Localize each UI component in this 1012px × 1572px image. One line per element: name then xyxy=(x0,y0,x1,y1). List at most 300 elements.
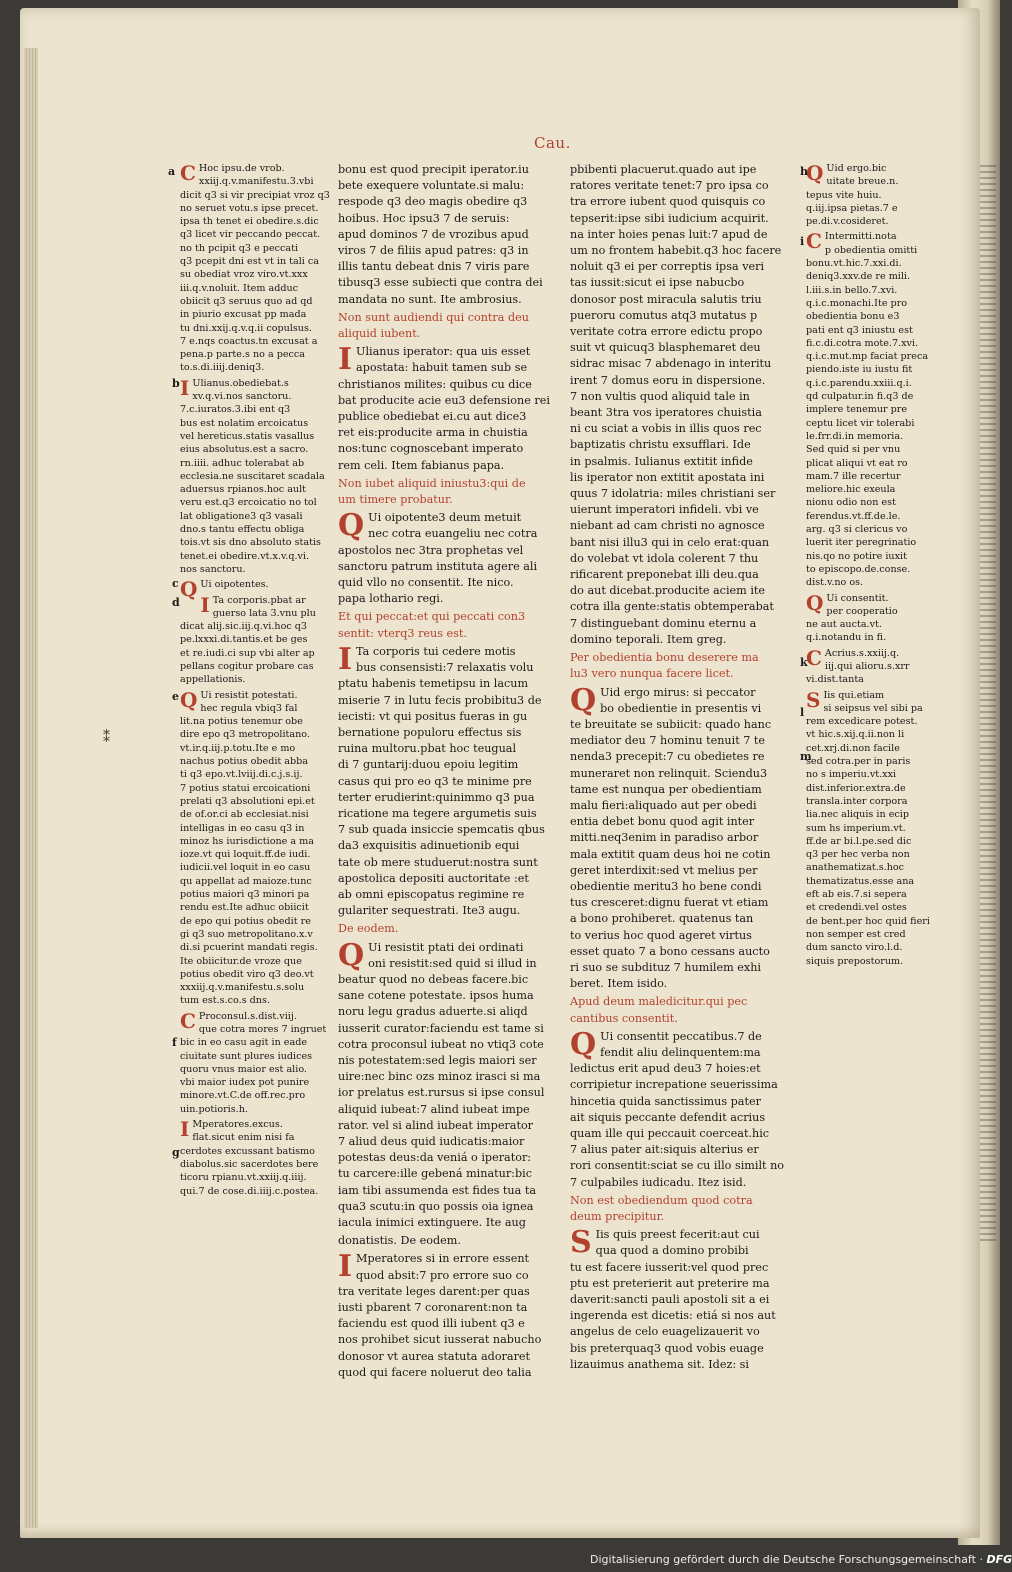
text-line: le.frr.di.in memoria. xyxy=(806,430,904,442)
text-line: dist.v.no os. xyxy=(806,577,864,589)
text-line: Ui resistit potestati. xyxy=(200,689,298,701)
text-line: obiicit q3 seruus quo ad qd xyxy=(180,295,313,307)
text-line: Non est obediendum quod cotra xyxy=(570,1193,753,1207)
text-line: vt hic.s.xij.q.ii.non li xyxy=(806,729,905,741)
text-line: Hoc ipsu.de vrob. xyxy=(198,163,285,174)
text-line: ecclesia.ne suscitaret scadala xyxy=(180,470,325,482)
margin-letter-g: g xyxy=(172,1146,180,1159)
rubricated-initial: C xyxy=(180,161,196,185)
text-line: arg. q3 si clericus vo xyxy=(806,524,908,536)
text-line: ticoru rpianu.vt.xxiij.q.iiij. xyxy=(180,1172,307,1184)
text-paragraph xyxy=(180,162,330,375)
text-line: irent 7 domus eoru in dispersione. xyxy=(570,373,766,387)
text-line: in psalmis. Iulianus extitit infide xyxy=(570,454,753,468)
margin-letter-e: e xyxy=(172,690,179,703)
text-line: pe.lxxxi.di.tantis.et be ges xyxy=(180,634,308,646)
text-line: lu3 vero nunqua facere licet. xyxy=(570,667,734,681)
rubricated-initial: I xyxy=(338,1249,353,1285)
text-line: muneraret non relinquit. Sciendu3 xyxy=(570,766,768,780)
text-line: daverit:sancti pauli apostoli sit a ei xyxy=(570,1293,770,1307)
text-line: Apud deum maledicitur.qui pec xyxy=(570,995,748,1009)
text-line: nos:tunc cognoscebant imperato xyxy=(338,442,524,456)
text-line: rator. vel si alind iubeat imperator xyxy=(338,1118,534,1132)
text-line: Uid ergo.bic xyxy=(826,163,887,174)
text-line: anathematizat.s.hoc xyxy=(806,862,905,874)
text-line: Ui resistit ptati dei ordinati xyxy=(368,940,524,954)
text-line: cotra illa gente:statis obtemperabat xyxy=(570,600,774,614)
rubric-heading xyxy=(570,650,790,682)
text-line: Ta corporis.pbat ar xyxy=(212,594,306,606)
text-line: no th pcipit q3 e peccati xyxy=(180,242,299,254)
rubricated-initial: S xyxy=(570,1225,592,1261)
text-line: rn.iiii. adhuc tolerabat ab xyxy=(180,457,305,469)
text-line: donatistis. De eodem. xyxy=(338,1234,461,1248)
text-line: uierunt imperatori infideli. vbi ve xyxy=(570,503,759,517)
text-paragraph xyxy=(338,162,560,308)
rubricated-initial: I xyxy=(180,1117,190,1142)
text-line: bic in eo casu agit in eade xyxy=(180,1037,308,1049)
text-line: um timere probatur. xyxy=(338,493,453,507)
margin-letter-a: a xyxy=(168,165,176,178)
text-line: potius maiori q3 minori pa xyxy=(180,889,310,901)
text-line: Acrius.s.xxiij.q. xyxy=(824,647,900,659)
text-line: iacula inimici extinguere. Ite aug xyxy=(338,1216,526,1229)
text-paragraph xyxy=(806,229,929,589)
text-line: cantibus consentit. xyxy=(570,1011,678,1025)
text-line: uire:nec binc ozs minoz irasci si ma xyxy=(338,1070,541,1084)
text-line: miserie 7 in lutu fecis probibitu3 de xyxy=(338,693,542,707)
text-line: apostata: habuit tamen sub se xyxy=(356,361,528,375)
text-line: bonu.vt.hic.7.xxi.di. xyxy=(806,258,902,270)
text-line: beatur quod no debeas facere.bic xyxy=(338,972,529,986)
text-line: veru est.q3 ercoicatio no tol xyxy=(180,497,317,509)
text-line: sane cotene potestate. ipsos huma xyxy=(338,989,534,1003)
margin-letter-h: h xyxy=(800,165,808,178)
rubric-heading xyxy=(570,1193,790,1225)
text-line: xv.q.vi.nos sanctoru. xyxy=(192,391,292,403)
text-line: noluit q3 ei per correptis ipsa veri xyxy=(570,260,765,274)
margin-letter-f: f xyxy=(172,1036,177,1049)
text-line: dire epo q3 metropolitano. xyxy=(180,729,310,741)
text-line: ior prelatus est.rursus si ipse consul xyxy=(338,1086,545,1100)
text-line: tu carcere:ille gebená minatur:bic xyxy=(338,1167,532,1181)
text-line: minoz hs iurisdictione a ma xyxy=(180,835,314,847)
text-line: tibusq3 esse subiecti que contra dei xyxy=(338,276,543,290)
text-line: 7 distinguebant dominu eternu a xyxy=(570,616,757,630)
text-line: qui.7 de cose.di.iiij.c.postea. xyxy=(180,1185,319,1197)
rubricated-initial: Q xyxy=(806,161,824,185)
text-line: niebant ad cam christi no agnosce xyxy=(570,519,765,533)
text-line: tus cresceret:dignu fuerat vt etiam xyxy=(570,896,769,910)
text-line: bus est nolatim ercoicatus xyxy=(180,417,309,429)
text-line: oni resistit:sed quid si illud in xyxy=(368,956,537,970)
text-line: rendu est.Ite adhuc obiicit xyxy=(180,902,309,914)
text-line: q3 pcepit dni est vt in tali ca xyxy=(180,256,320,268)
text-paragraph xyxy=(180,1118,330,1198)
text-line: obedientie meritu3 ho bene condi xyxy=(570,879,762,893)
rubricated-initial: S xyxy=(806,687,821,712)
text-line: do volebat vt idola colerent 7 thu xyxy=(570,551,759,565)
text-line: aduersus rpianos.hoc ault xyxy=(180,484,307,496)
text-line: ab omni episcopatus regimine re xyxy=(338,887,525,901)
text-line: de of.or.ci ab ecclesiat.nisi xyxy=(180,809,309,821)
text-line: et credendi.vel ostes xyxy=(806,902,907,914)
text-line: Ui consentit peccatibus.7 de xyxy=(600,1029,762,1043)
text-line: et re.iudi.ci sup vbi alter ap xyxy=(180,647,315,659)
text-line: deniq3.xxv.de re mili. xyxy=(806,271,911,283)
text-paragraph xyxy=(180,377,330,576)
text-line: gulariter sequestrati. Ite3 augu. xyxy=(338,904,521,918)
rubricated-initial: Q xyxy=(806,590,824,615)
text-line: tas iussit:sicut ei ipse nabucbo xyxy=(570,276,745,290)
text-line: su obediat vroz viro.vt.xxx xyxy=(180,269,308,281)
text-line: do aut dicebat.producite aciem ite xyxy=(570,584,766,598)
rubric-heading xyxy=(338,921,560,937)
text-line: Ui oipotentes. xyxy=(200,579,269,591)
text-line: bo obedientie in presentis vi xyxy=(600,701,762,715)
text-line: qua3 scutu:in quo possis oia ignea xyxy=(338,1199,534,1213)
text-paragraph xyxy=(806,592,924,645)
text-line: to.s.di.iiij.deniq3. xyxy=(180,362,265,374)
rubricated-initial: Q xyxy=(180,687,198,712)
text-line: 7.c.iuratos.3.ibi ent q3 xyxy=(180,404,291,416)
text-paragraph xyxy=(570,1026,790,1191)
text-line: ri suo se subdituz 7 humilem exhi xyxy=(570,960,761,974)
text-line: eft ab eis.7.si sepera xyxy=(806,889,907,901)
text-line: De eodem. xyxy=(338,922,399,936)
text-line: bonu est quod precipit iperator.iu xyxy=(338,163,529,176)
text-line: ingerenda est dicetis: etiá si nos aut xyxy=(570,1309,776,1323)
text-line: esset quato 7 a bono cessans aucto xyxy=(570,944,770,958)
text-line: iusserit curator:faciendu est tame si xyxy=(338,1021,544,1035)
text-line: ioze.vt qui loquit.ff.de iudi. xyxy=(180,849,311,861)
text-line: nec cotra euangeliu nec cotra xyxy=(368,527,538,541)
text-line: hincetia quida sanctissimus pater xyxy=(570,1094,761,1108)
text-line: Iis quis preest fecerit:aut cui xyxy=(595,1228,760,1242)
text-line: hec regula vbiq3 fal xyxy=(200,702,298,714)
rubricated-initial: Q xyxy=(338,937,365,973)
text-line: pueroru comutus atq3 mutatus p xyxy=(570,308,758,322)
text-line: ti q3 epo.vt.lviij.di.c.j.s.ij. xyxy=(180,769,303,781)
text-paragraph xyxy=(338,641,560,919)
text-line: q.i.c.parendu.xxiii.q.i. xyxy=(806,377,912,389)
text-line: potius obedit viro q3 deo.vt xyxy=(180,968,314,980)
text-line: q3 licet vir peccando peccat. xyxy=(180,229,321,241)
text-line: Mperatores.excus. xyxy=(192,1119,283,1131)
text-line: rificarent preponebat illi deu.qua xyxy=(570,568,759,582)
text-line: 7 culpabiles iudicadu. Itez isid. xyxy=(570,1175,747,1189)
text-line: te breuitate se subiicit: quado hanc xyxy=(570,717,772,731)
text-line: si seipsus vel sibi pa xyxy=(823,702,923,714)
text-line: rori consentit:sciat se cu illo similt no xyxy=(570,1159,785,1173)
text-line: dicit q3 si vir precipiat vroz q3 xyxy=(180,189,330,201)
text-line: sidrac misac 7 abdenago in interitu xyxy=(570,357,772,371)
main-text-column-2 xyxy=(570,162,790,1371)
text-line: domino teporali. Item greg. xyxy=(570,632,727,646)
text-line: gi q3 suo metropolitano.x.v xyxy=(180,928,313,940)
text-line: apud dominos 7 de vrozibus apud xyxy=(338,227,529,241)
text-line: l.iii.s.in bello.7.xvi. xyxy=(806,284,898,296)
text-line: bant nisi illu3 qui in celo erat:quan xyxy=(570,535,770,549)
text-line: ruina multoru.pbat hoc teugual xyxy=(338,742,517,756)
text-line: tra errore iubent quod quisquis co xyxy=(570,195,766,209)
text-line: christianos milites: quibus cu dice xyxy=(338,377,532,391)
text-paragraph xyxy=(570,1227,790,1373)
text-paragraph xyxy=(180,689,330,1008)
text-line: di.si pcuerint mandati regis. xyxy=(180,942,318,954)
text-line: dno.s tantu effectu obliga xyxy=(180,524,305,536)
text-line: non semper est cred xyxy=(806,928,906,940)
text-line: rem celi. Item fabianus papa. xyxy=(338,458,505,472)
text-line: aliquid iubeat:7 alind iubeat impe xyxy=(338,1102,530,1116)
text-line: tenet.ei obedire.vt.x.v.q.vi. xyxy=(180,550,310,562)
text-line: thematizatus.esse ana xyxy=(806,875,915,887)
text-line: malu fieri:aliquado aut per obedi xyxy=(570,798,757,812)
text-line: pellans cogitur probare cas xyxy=(180,660,314,672)
margin-letter-d: d xyxy=(172,596,180,609)
text-line: Iis qui.etiam xyxy=(823,689,885,701)
text-line: mandata no sunt. Ite ambrosius. xyxy=(338,292,522,306)
rubricated-initial: Q xyxy=(570,682,597,718)
text-line: sentit: vterq3 reus est. xyxy=(338,626,467,640)
text-line: 7 alius pater ait:siquis alterius er xyxy=(570,1143,759,1157)
text-line: suit vt quicuq3 blasphemaret deu xyxy=(570,341,761,355)
text-line: ptu est preterierit aut preterire ma xyxy=(570,1276,770,1290)
gloss-left-column xyxy=(180,162,330,1212)
text-line: Ulianus iperator: qua uis esset xyxy=(356,345,531,359)
text-line: Ite obiicitur.de vroze que xyxy=(180,955,302,967)
text-line: 7 e.nqs coactus.tn excusat a xyxy=(180,335,318,347)
text-line: Mperatores si in errore essent xyxy=(356,1252,530,1266)
text-line: viros 7 de filiis apud patres: q3 in xyxy=(338,244,529,258)
margin-letter-i: i xyxy=(800,235,805,248)
text-line: nenda3 precepit:7 cu obedietes re xyxy=(570,750,765,764)
text-line: per cooperatio xyxy=(826,605,898,617)
text-line: Et qui peccat:et qui peccati con3 xyxy=(338,610,526,624)
text-paragraph xyxy=(338,1251,560,1381)
text-line: luerit iter peregrinatio xyxy=(806,537,917,549)
text-line: ledictus erit apud deu3 7 hoies:et xyxy=(570,1062,761,1076)
text-line: iii.q.v.noluit. Item adduc xyxy=(180,282,299,294)
text-line: flat.sicut enim nisi fa xyxy=(192,1132,295,1144)
text-line: pe.di.v.cosideret. xyxy=(806,216,889,228)
main-text-column-1 xyxy=(338,162,560,1379)
text-line: qua quod a domino probibi xyxy=(595,1244,749,1258)
text-line: bete exequere voluntate.si malu: xyxy=(338,179,525,193)
text-line: na inter hoies penas luit:7 apud de xyxy=(570,227,768,241)
text-line: q.i.c.monachi.Ite pro xyxy=(806,297,908,309)
margin-letter-m: m xyxy=(800,750,812,763)
text-line: ricatione ma tegere argumetis suis xyxy=(338,806,537,820)
margin-letter-c: c xyxy=(172,577,179,590)
text-line: Ulianus.obediebat.s xyxy=(192,377,289,389)
text-line: 7 aliud deus quid iudicatis:maior xyxy=(338,1134,525,1148)
text-line: ipsa th tenet ei obedire.s.dic xyxy=(180,216,319,228)
rubricated-initial: I xyxy=(338,342,353,378)
rubricated-initial: Q xyxy=(338,508,365,544)
text-line: Ui consentit. xyxy=(826,592,889,604)
text-line: vel hereticus.statis vasallus xyxy=(180,430,315,442)
rubric-heading xyxy=(338,310,560,342)
text-line: cotra proconsul iubeat no vtiq3 cote xyxy=(338,1037,544,1051)
text-line: no seruet votu.s ipse precet. xyxy=(180,202,319,214)
text-line: dist.inferior.extra.de xyxy=(806,782,906,794)
text-line: siquis prepostorum. xyxy=(806,955,904,967)
rubricated-initial: Q xyxy=(570,1026,597,1062)
text-line: corripietur increpatione seuerissima xyxy=(570,1078,778,1092)
text-line: apostolos nec 3tra prophetas vel xyxy=(338,543,524,557)
text-line: tepus vite huiu. xyxy=(806,189,882,201)
text-line: nachus potius obedit abba xyxy=(180,756,309,768)
text-line: de epo qui potius obedit re xyxy=(180,915,311,927)
text-line: pena.p parte.s no a pecca xyxy=(180,349,306,361)
margin-letter-b: b xyxy=(172,377,180,390)
text-line: mitti.neq3enim in paradiso arbor xyxy=(570,831,759,845)
text-line: rem excedicare potest. xyxy=(806,716,918,728)
text-line: p obedientia omitti xyxy=(824,244,918,256)
text-line: bis preterquaq3 quod vobis euage xyxy=(570,1341,764,1355)
text-line: iusti pbarent 7 coronarent:non ta xyxy=(338,1301,528,1315)
text-line: appellationis. xyxy=(180,674,246,686)
digitization-credit: Digitalisierung gefördert durch die Deutsche Forschungsgemeinschaft · DFG xyxy=(590,1553,1012,1566)
text-line: tois.vt sis dno absoluto statis xyxy=(180,537,321,549)
rubricated-initial: C xyxy=(180,1008,196,1033)
text-line: iudicii.vel loquit in eo casu xyxy=(180,862,311,874)
rubricated-initial: Q xyxy=(180,577,198,602)
margin-letter-l: l xyxy=(800,706,805,719)
text-line: sum hs imperium.vt. xyxy=(806,822,906,834)
text-line: beret. Item isido. xyxy=(570,977,668,991)
text-line: ait siquis peccante defendit acrius xyxy=(570,1110,766,1124)
text-line: vbi maior iudex pot punire xyxy=(180,1077,310,1089)
text-line: Intermitti.nota xyxy=(824,231,897,243)
page-edges xyxy=(24,48,38,1528)
text-line: mam.7 ille recertur xyxy=(806,470,901,482)
text-line: ff.de ar bi.l.pe.sed dic xyxy=(806,835,912,847)
text-line: prelati q3 absolutioni epi.et xyxy=(180,795,315,807)
text-line: ptatu habenis temetipsu in lacum xyxy=(338,677,529,691)
text-line: cet.xrj.di.non facile xyxy=(806,742,900,754)
text-paragraph xyxy=(338,937,560,1232)
text-paragraph xyxy=(338,1233,560,1249)
text-line: guerso lata 3.vnu plu xyxy=(212,607,316,619)
text-line: donosor post miracula salutis triu xyxy=(570,292,762,306)
text-line: quod absit:7 pro errore suo co xyxy=(356,1268,529,1282)
text-line: tate ob mere studuerut:nostra sunt xyxy=(338,855,538,869)
text-line: terter erudierint:quinimmo q3 pua xyxy=(338,790,535,804)
text-line: bernatione populoru effectus sis xyxy=(338,725,522,739)
text-line: tum est.s.co.s dns. xyxy=(180,995,270,1007)
text-line: transla.inter corpora xyxy=(806,795,908,807)
text-line: beant 3tra vos iperatores chuistia xyxy=(570,406,762,420)
text-line: to episcopo.de.conse. xyxy=(806,563,911,575)
text-paragraph xyxy=(806,647,924,687)
text-line: in piurio excusat pp mada xyxy=(180,309,307,321)
text-line: pbibenti placuerut.quado aut ipe xyxy=(570,163,757,176)
text-paragraph xyxy=(570,162,790,648)
text-paragraph xyxy=(180,594,330,687)
text-line: sed cotra.per in paris xyxy=(806,756,911,768)
text-line: fendit aliu delinquentem:ma xyxy=(600,1045,761,1059)
text-line: Sed quid si per vnu xyxy=(806,444,901,456)
text-line: iam tibi assumenda est fides tua ta xyxy=(338,1183,537,1197)
text-line: uitate breue.n. xyxy=(826,176,899,188)
text-line: Non iubet aliquid iniustu3:qui de xyxy=(338,476,526,490)
text-line: diabolus.sic sacerdotes bere xyxy=(180,1158,319,1170)
text-line: hoibus. Hoc ipsu3 7 de seruis: xyxy=(338,211,510,225)
text-line: nos prohibet sicut iusserat nabucho xyxy=(338,1333,542,1347)
text-line: nionu odio non est xyxy=(806,497,896,509)
gloss-right-column xyxy=(806,161,930,1092)
text-line: vt.ir.q.iij.p.totu.Ite e mo xyxy=(180,742,296,754)
text-line: geret interdixit:sed vt melius per xyxy=(570,863,758,877)
rubricated-initial: C xyxy=(806,229,822,254)
text-paragraph xyxy=(180,1010,330,1116)
text-line: meliore.hic exeula xyxy=(806,484,896,496)
text-line: Ta corporis tui cedere motis xyxy=(356,644,516,658)
text-line: que cotra mores 7 ingruet xyxy=(198,1024,327,1035)
text-line: deum precipitur. xyxy=(570,1210,665,1223)
text-line: cerdotes excussant batismo xyxy=(180,1145,315,1157)
text-line: plicat aliqui vt eat ro xyxy=(806,457,908,469)
text-line: iecisti: vt qui positus fueras in gu xyxy=(338,709,528,723)
text-line: iij.qui alioru.s.xrr xyxy=(824,660,910,672)
text-line: uin.potioris.h. xyxy=(180,1103,248,1115)
text-line: ret eis:producite arma in chuistia xyxy=(338,426,528,440)
text-line: um no frontem habebit.q3 hoc facere xyxy=(570,244,782,258)
text-line: sanctoru patrum instituta agere ali xyxy=(338,559,538,573)
text-line: Non sunt audiendi qui contra deu xyxy=(338,310,529,324)
text-line: tepserit:ipse sibi iudicium acquirit. xyxy=(570,211,769,225)
text-line: 7 non vultis quod aliquid tale in xyxy=(570,389,750,403)
text-line: nis.qo no potire iuxit xyxy=(806,550,907,562)
text-line: potestas deus:da veniá o iperator: xyxy=(338,1151,532,1165)
text-line: 7 sub quada insiccie spemcatis qbus xyxy=(338,823,545,837)
text-line: obedientia bonu e3 xyxy=(806,311,900,323)
text-line: dum sancto viro.l.d. xyxy=(806,942,903,954)
text-line: ne aut aucta.vt. xyxy=(806,619,882,631)
text-line: tu est facere iusserit:vel quod prec xyxy=(570,1260,769,1274)
text-line: no s imperiu.vt.xxi xyxy=(806,769,897,781)
text-line: lis iperator non extitit apostata ini xyxy=(570,470,765,484)
text-line: mala extitit quam deus hoi ne cotin xyxy=(570,847,771,861)
text-line: 7 potius statui ercoicationi xyxy=(180,782,311,794)
text-paragraph xyxy=(338,344,560,474)
text-line: fi.c.di.cotra mote.7.xvi. xyxy=(806,337,919,349)
text-line: nos sanctoru. xyxy=(180,563,246,575)
text-paragraph xyxy=(338,510,560,607)
text-line: intelligas in eo casu q3 in xyxy=(180,822,305,834)
text-line: implere tenemur pre xyxy=(806,404,908,416)
text-line: q.i.notandu in fi. xyxy=(806,632,887,644)
text-line: apostolica depositi auctoritate :et xyxy=(338,871,529,885)
margin-letter-k: k xyxy=(800,656,808,669)
text-line: noru legu gradus aduerte.si aliqd xyxy=(338,1005,528,1019)
text-line: tame est nunqua per obedientiam xyxy=(570,782,762,796)
text-line: Proconsul.s.dist.viij. xyxy=(198,1010,297,1022)
text-line: angelus de celo euagelizauerit vo xyxy=(570,1325,760,1339)
text-line: xxiij.q.v.manifestu.3.vbi xyxy=(198,176,314,188)
margin-ornament: ⁑ xyxy=(103,730,110,746)
text-line: respode q3 deo magis obedire q3 xyxy=(338,195,528,209)
text-line: mediator deu 7 hominu tenuit 7 te xyxy=(570,734,766,748)
text-line: entia debet bonu quod agit inter xyxy=(570,815,755,829)
text-paragraph xyxy=(806,162,924,228)
text-line: dicat alij.sic.iij.q.vi.hoc q3 xyxy=(180,621,308,633)
text-line: lia.nec aliquis in ecip xyxy=(806,809,909,821)
text-line: di 7 guntarij:duou epoiu legitim xyxy=(338,758,519,772)
rubricated-initial: I xyxy=(180,375,190,400)
